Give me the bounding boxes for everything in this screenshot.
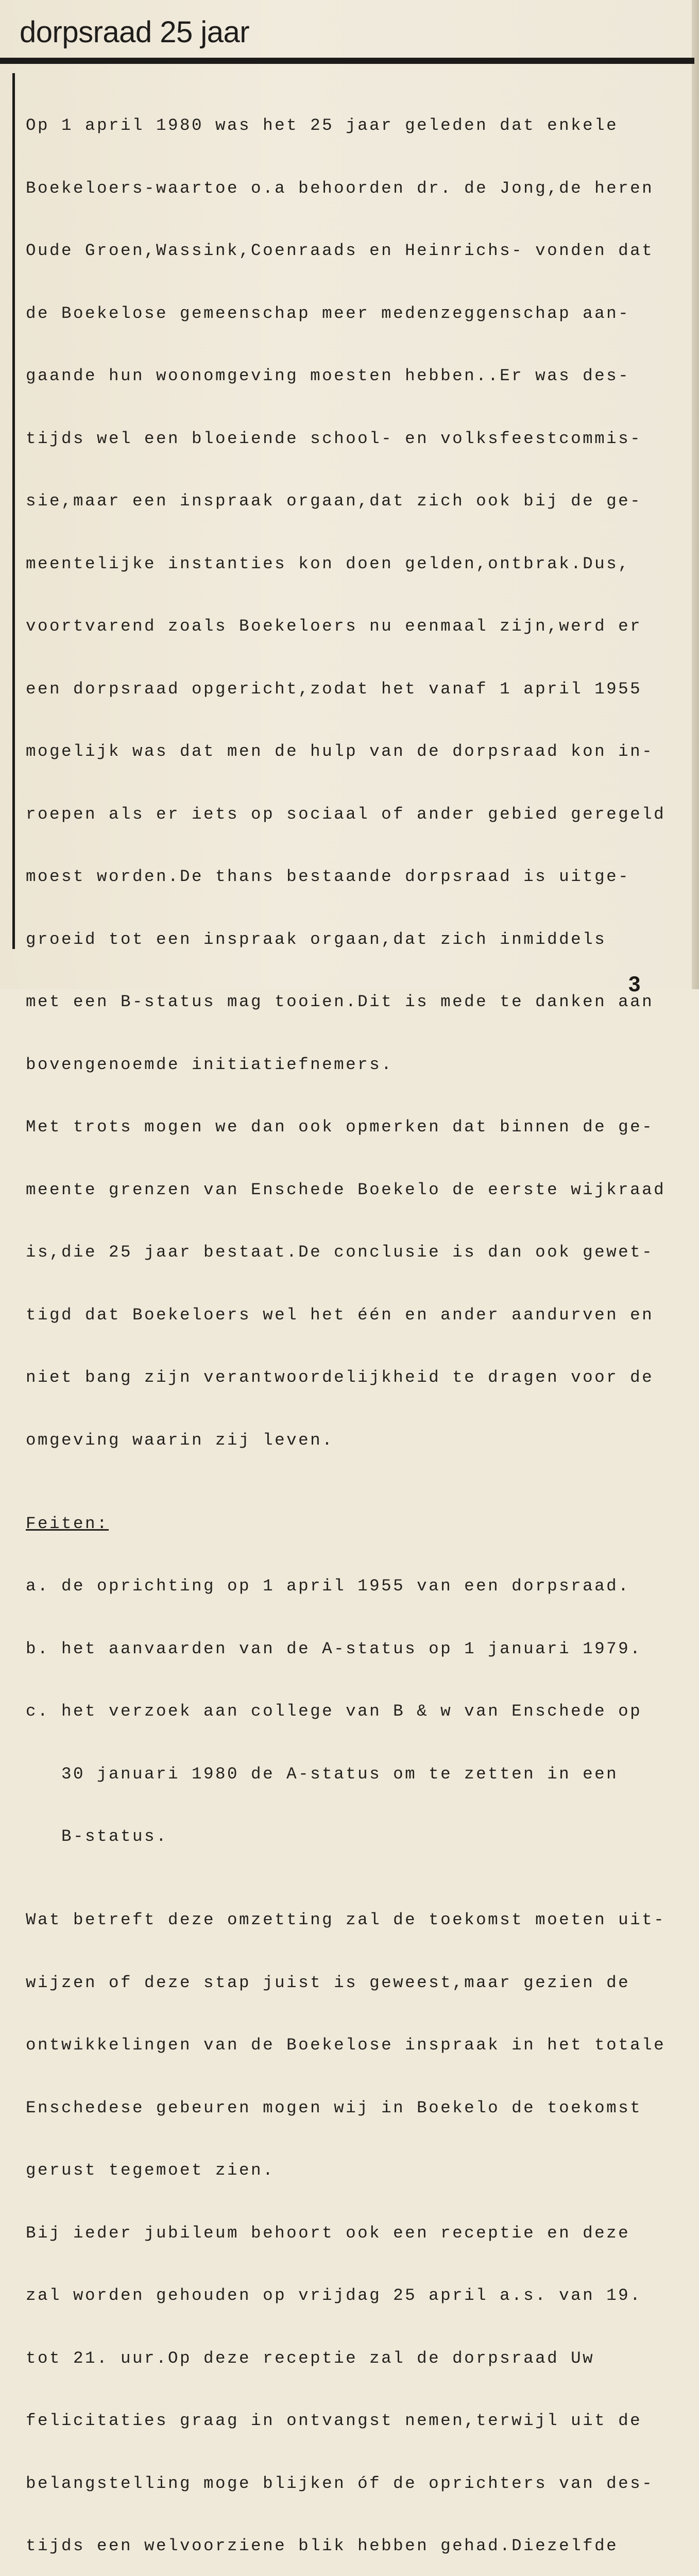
body-line: mogelijk was dat men de hulp van de dorpsraad kon in- xyxy=(26,742,654,761)
page-title: dorpsraad 25 jaar xyxy=(20,15,250,49)
closing-line: Wat betreft deze omzetting zal de toekomst moeten uit- xyxy=(26,1910,666,1929)
body-line: omgeving waarin zij leven. xyxy=(26,1430,334,1450)
body-line: de Boekelose gemeenschap meer medenzeggenschap aan- xyxy=(26,303,630,323)
fact-item: c. het verzoek aan college van B & w van Enschede op xyxy=(26,1702,642,1721)
fact-item: b. het aanvaarden van de A-status op 1 januari 1979. xyxy=(26,1639,642,1658)
closing-line: Enschedese gebeuren mogen wij in Boekelo de toekomst xyxy=(26,2098,642,2117)
fact-item: B-status. xyxy=(26,1827,168,1846)
facts-heading: Feiten: xyxy=(26,1514,109,1533)
closing-line: ontwikkelingen van de Boekelose inspraak in het totale xyxy=(26,2036,666,2055)
body-line: voortvarend zoals Boekeloers nu eenmaal zijn,werd er xyxy=(26,617,642,636)
closing-line: felicitaties graag in ontvangst nemen,terwijl uit de xyxy=(26,2411,642,2430)
body-line: tigd dat Boekeloers wel het één en ander aandurven en xyxy=(26,1305,654,1325)
body-line: sie,maar een inspraak orgaan,dat zich ook bij de ge- xyxy=(26,492,642,511)
body-line: tijds wel een bloeiende school- en volksfeestcommis- xyxy=(26,429,642,448)
article-body xyxy=(26,74,690,2576)
body-line: is,die 25 jaar bestaat.De conclusie is dan ook gewet- xyxy=(26,1243,654,1262)
closing-line: zal worden gehouden op vrijdag 25 april a.s. van 19. xyxy=(26,2286,642,2305)
body-line: groeid tot een inspraak orgaan,dat zich inmiddels xyxy=(26,929,607,949)
body-line: bovengenoemde initiatiefnemers. xyxy=(26,1055,394,1074)
body-line: niet bang zijn verantwoordelijkheid te dragen voor de xyxy=(26,1368,654,1387)
closing-line: tot 21. uur.Op deze receptie zal de dorpsraad Uw xyxy=(26,2348,595,2368)
page-number: 3 xyxy=(628,972,641,996)
closing-line: gerust tegemoet zien. xyxy=(26,2161,275,2180)
closing-line: wijzen of deze stap juist is geweest,maar gezien de xyxy=(26,1973,630,1992)
fact-item: a. de oprichting op 1 april 1955 van een dorpsraad. xyxy=(26,1577,630,1596)
facts-heading-line xyxy=(26,1514,690,1535)
body-line: een dorpsraad opgericht,zodat het vanaf 1 april 1955 xyxy=(26,679,642,699)
body-line: Boekeloers-waartoe o.a behoorden dr. de Jong,de heren xyxy=(26,178,654,198)
closing-line: Bij ieder jubileum behoort ook een receptie en deze xyxy=(26,2223,630,2243)
body-line: meente grenzen van Enschede Boekelo de eerste wijkraad xyxy=(26,1180,666,1199)
page-edge xyxy=(692,0,699,989)
heading-rule xyxy=(0,58,694,64)
body-line: gaande hun woonomgeving moesten hebben..Er was des- xyxy=(26,366,630,385)
body-line: moest worden.De thans bestaande dorpsraad is uitge- xyxy=(26,867,630,886)
body-line: Op 1 april 1980 was het 25 jaar geleden dat enkele xyxy=(26,116,619,135)
closing-line: tijds een welvoorziene blik hebben gehad.Diezelfde xyxy=(26,2536,619,2555)
closing-line: belangstelling moge blijken óf de oprichters van des- xyxy=(26,2473,654,2493)
body-line: meentelijke instanties kon doen gelden,ontbrak.Dus, xyxy=(26,554,630,573)
body-line: Met trots mogen we dan ook opmerken dat binnen de ge- xyxy=(26,1117,654,1137)
body-line: roepen als er iets op sociaal of ander gebied geregeld xyxy=(26,804,666,824)
body-line: Oude Groen,Wassink,Coenraads en Heinrichs- vonden dat xyxy=(26,241,654,260)
body-line: met een B-status mag tooien.Dit is mede te danken aan xyxy=(26,992,654,1011)
fact-item: 30 januari 1980 de A-status om te zetten in een xyxy=(26,1764,619,1784)
left-margin-rule xyxy=(12,73,15,949)
